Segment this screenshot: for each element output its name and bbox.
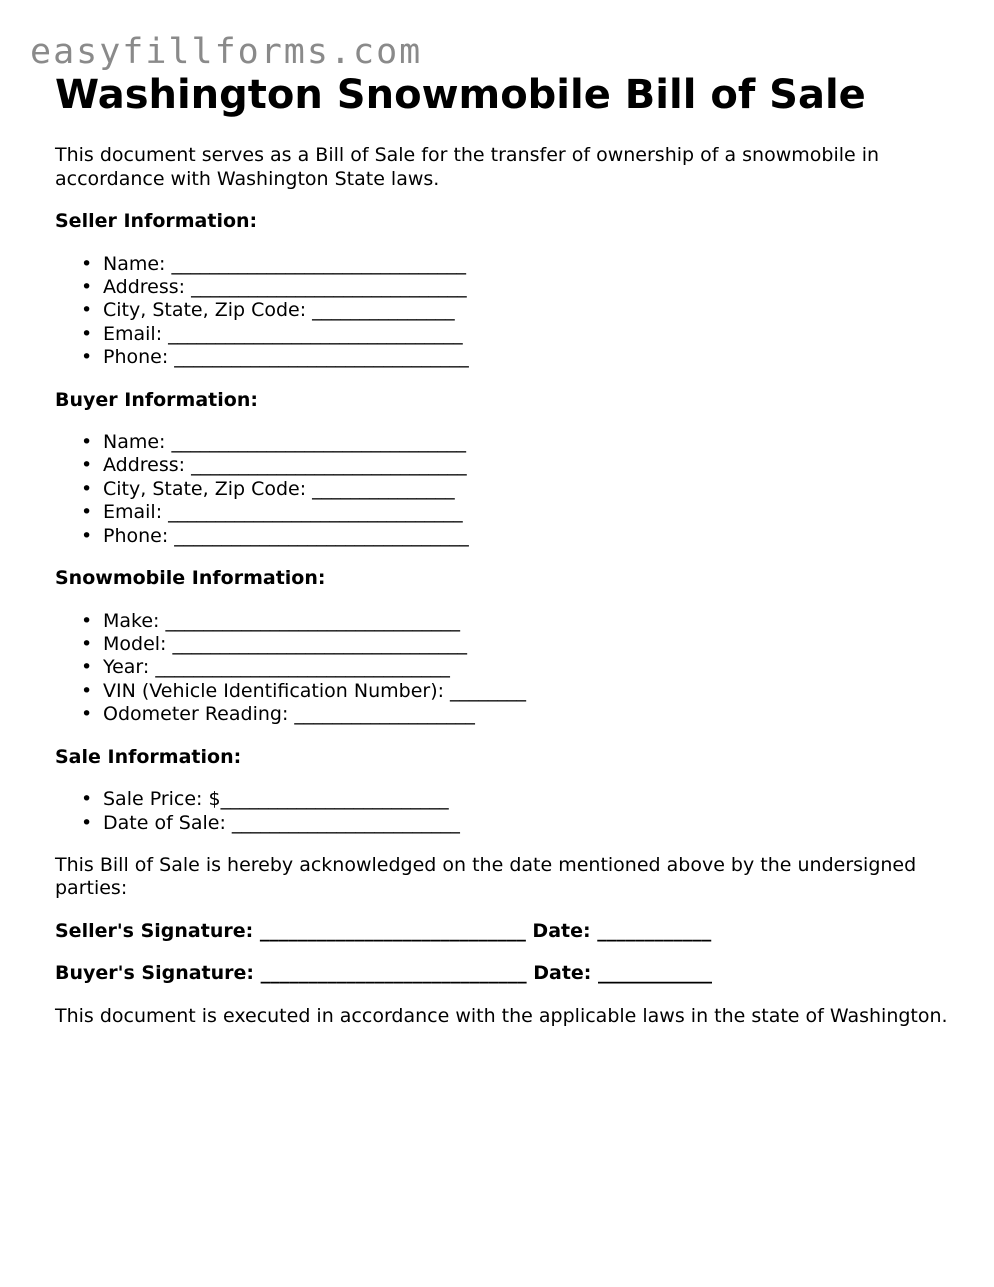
buyer-field-list <box>55 431 955 548</box>
snowmobile-odometer-field[interactable]: • Odometer Reading: ___________________ <box>103 703 955 726</box>
seller-signature-line[interactable]: Seller's Signature: ____________________________ Date: ____________ <box>55 919 712 942</box>
snowmobile-year-field[interactable]: • Year: _______________________________ <box>103 656 955 679</box>
seller-field-list <box>55 253 955 370</box>
buyer-city-state-zip-field[interactable]: • City, State, Zip Code: _______________ <box>103 478 955 501</box>
sale-date-field[interactable]: • Date of Sale: ________________________ <box>103 812 955 835</box>
buyer-phone-field[interactable]: • Phone: _______________________________ <box>103 525 955 548</box>
seller-email-field[interactable]: • Email: _______________________________ <box>103 323 955 346</box>
intro-paragraph: This document serves as a Bill of Sale for the transfer of ownership of a snowmobile in accordance with Washington State laws. <box>55 144 880 190</box>
snowmobile-vin-field[interactable]: • VIN (Vehicle Identification Number): ________ <box>103 680 955 703</box>
acknowledgement-paragraph: This Bill of Sale is hereby acknowledged on the date mentioned above by the undersigned parties: <box>55 853 917 900</box>
seller-heading: Seller Information: <box>55 210 258 232</box>
buyer-signature-line[interactable]: Buyer's Signature: ____________________________ Date: ____________ <box>55 962 713 985</box>
document-body <box>55 70 955 1028</box>
seller-name-field[interactable]: • Name: _______________________________ <box>103 253 955 276</box>
sale-heading: Sale Information: <box>55 745 242 768</box>
buyer-email-field[interactable]: • Email: _______________________________ <box>103 501 955 524</box>
page-title: Washington Snowmobile Bill of Sale <box>55 72 866 118</box>
sale-field-list <box>55 788 955 835</box>
closing-paragraph: This document is executed in accordance with the applicable laws in the state of Washington. <box>55 1004 948 1027</box>
snowmobile-make-field[interactable]: • Make: _______________________________ <box>103 610 955 633</box>
snowmobile-field-list <box>55 610 955 727</box>
buyer-heading: Buyer Information: <box>55 388 258 411</box>
watermark: easyfillforms.com <box>30 32 423 72</box>
seller-address-field[interactable]: • Address: _____________________________ <box>103 276 955 299</box>
snowmobile-model-field[interactable]: • Model: _______________________________ <box>103 633 955 656</box>
buyer-name-field[interactable]: • Name: _______________________________ <box>103 431 955 454</box>
sale-price-field[interactable]: • Sale Price: $________________________ <box>103 788 955 811</box>
buyer-address-field[interactable]: • Address: _____________________________ <box>103 454 955 477</box>
snowmobile-heading: Snowmobile Information: <box>55 567 326 590</box>
seller-city-state-zip-field[interactable]: • City, State, Zip Code: _______________ <box>103 299 955 322</box>
seller-phone-field[interactable]: • Phone: _______________________________ <box>103 346 955 369</box>
